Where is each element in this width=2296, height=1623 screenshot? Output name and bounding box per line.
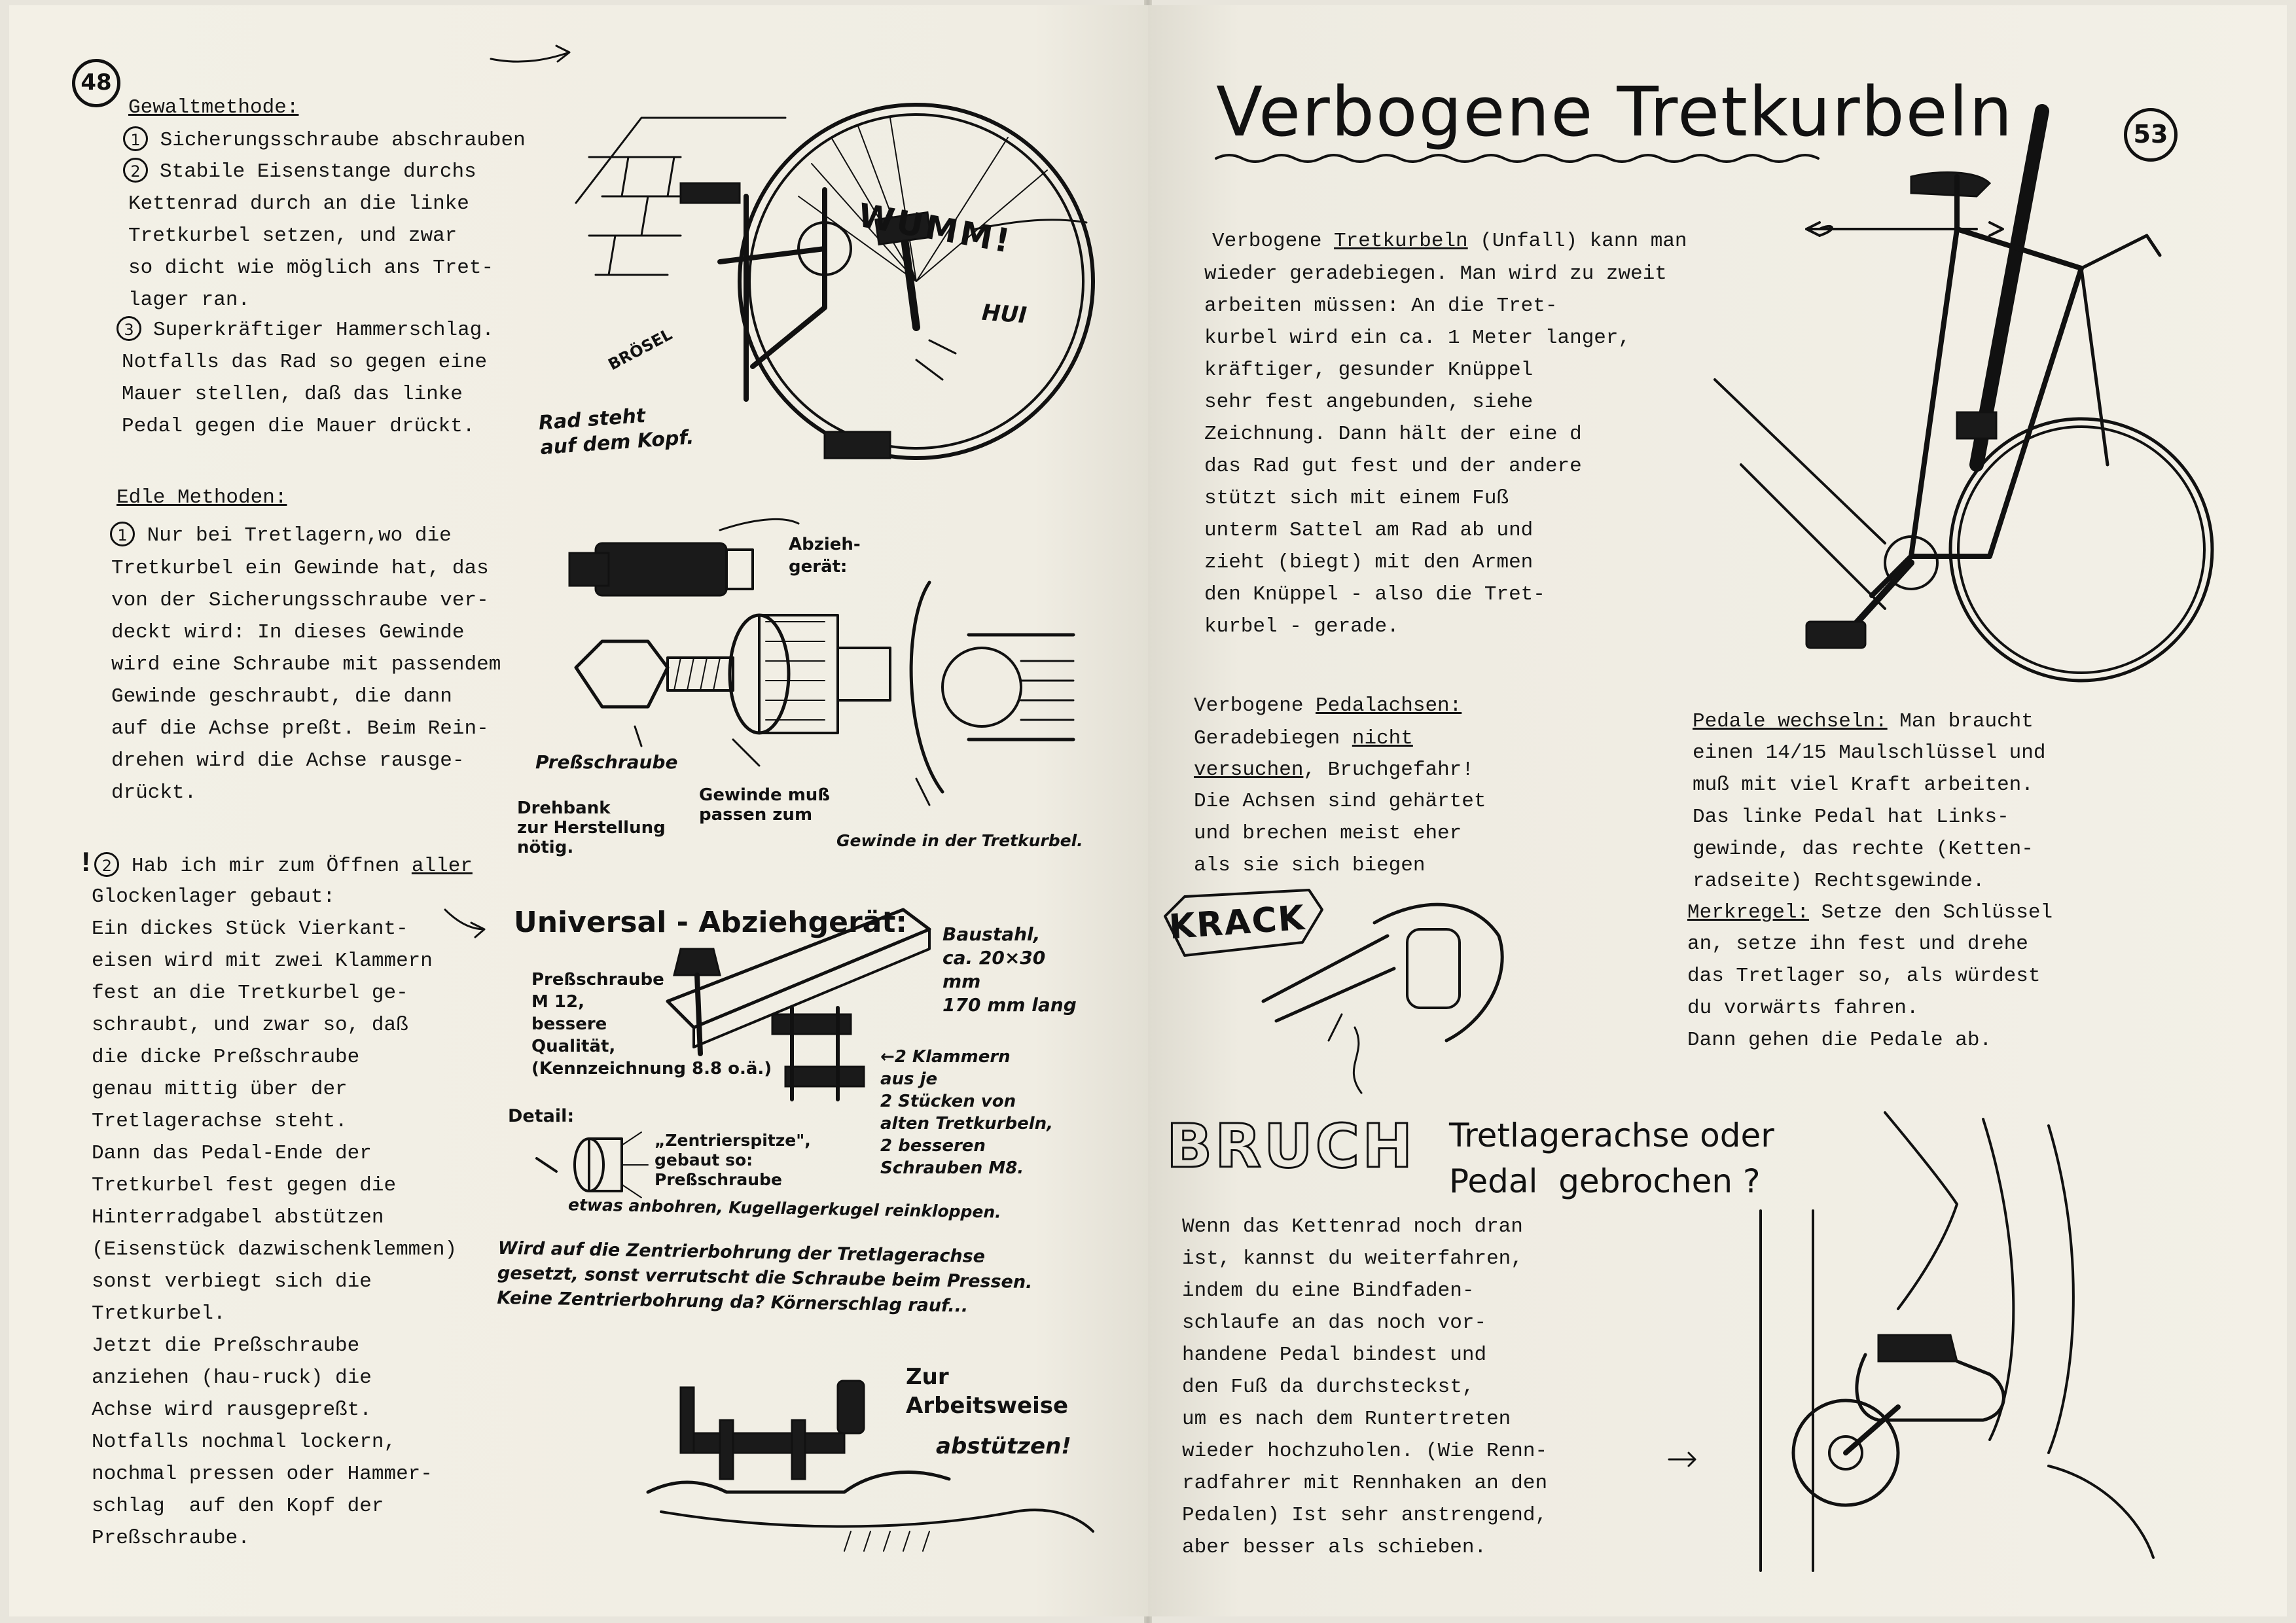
p2-body: Die Achsen sind gehärtet und brechen meist eher als sie sich biegen <box>1194 790 1486 877</box>
detail-label: Detail: <box>508 1106 575 1126</box>
gewalt-step2: Stabile Eisenstange durchs Kettenrad durch an die linke Tretkurbel setzen, und zwar so dicht wie möglich ans Tret- lager ran. <box>128 160 494 312</box>
anbohren-label: etwas anbohren, Kugellagerkugel reinkloppen. <box>567 1195 1001 1222</box>
p3-end: an, setze ihn fest und drehe das Tretlager so, als würdest du vorwärts fahren. Dann gehen die Pedale ab. <box>1687 933 2041 1052</box>
p4-body: Wenn das Kettenrad noch dran ist, kannst du weiterfahren, indem du eine Bindfaden- schlaufe an das noch vor- handene Pedal bindest und den Fuß da durchsteckst, um es nach dem Runtertreten wieder hochzuholen. (Wie Renn- radfahrer mit Rennhaken an den Pedalen) Ist sehr anstrengend, aber besser als schieben. <box>1182 1215 1548 1559</box>
abstuetzen-label: abstützen! <box>936 1433 1071 1459</box>
pressschraube-m12-label: Preßschraube M 12, bessere Qualität, (Kennzeichnung 8.8 o.ä.) <box>531 970 772 1079</box>
drehbank-label: Drehbank zur Herstellung nötig. <box>517 798 666 857</box>
klammern-label: ←2 Klammern aus je 2 Stücken von alten Tretkurbeln, 2 besseren Schrauben M8. <box>880 1047 1054 1178</box>
gewinde-kurbel-label: Gewinde in der Tretkurbel. <box>836 831 1083 850</box>
gewalt-step2-marker: 2 <box>123 156 148 188</box>
p2-line2: Geradebiegen nicht <box>1194 727 1413 750</box>
page-number-left: 48 <box>72 59 120 107</box>
p2-line3: versuchen, Bruchgefahr! <box>1194 758 1474 781</box>
p1-first-line: Verbogene Tretkurbeln (Unfall) kann man <box>1212 230 1687 253</box>
p3-body: einen 14/15 Maulschlüssel und muß mit viel Kraft arbeiten. Das linke Pedal hat Links- gewinde, das rechte (Ketten- radseite) Rechtsgewinde. <box>1693 741 2046 893</box>
rad-steht-label: Rad steht auf dem Kopf. <box>537 404 695 460</box>
step-1-marker: 1 <box>123 126 148 151</box>
p3-merkregel: Merkregel: Setze den Schlüssel <box>1687 901 2053 924</box>
krack-label: KRACK <box>1168 898 1307 948</box>
gewalt-step3: Superkräftiger Hammerschlag. Notfalls das Rad so gegen eine Mauer stellen, daß das linke Pedal gegen die Mauer drückt. <box>122 319 494 438</box>
edle-m2-first: ! 2 Hab ich mir zum Öffnen aller <box>77 847 473 880</box>
p1-body: wieder geradebiegen. Man wird zu zweit arbeiten müssen: An die Tret- kurbel wird ein ca. 1 Meter langer, kräftiger, gesunder Knüppel sehr fest angebunden, siehe Zeichnung. Dann hält der eine d das Rad gut fest und der andere stützt sich mit einem Fuß unterm Sattel am Rad ab und zieht (biegt) mit den Armen den Knüppel - also die Tret- kurbel - gerade. <box>1204 262 1667 638</box>
gewalt-step1: 1 Sicherungsschraube abschrauben <box>123 124 526 156</box>
page-title: Verbogene Tretkurbeln <box>1216 72 2014 152</box>
gewinde-muss-label: Gewinde muß passen zum <box>699 785 831 825</box>
bruch-title: Tretlagerachse oder Pedal gebrochen ? <box>1449 1116 1774 1200</box>
p2-line1: Verbogene Pedalachsen: <box>1194 694 1462 717</box>
wumm-label: WUMM! <box>855 196 1016 261</box>
pressschraube-label: Preßschraube <box>535 751 678 773</box>
sketch-bike-stick <box>1715 98 2173 713</box>
universal-heading: Universal - Abziehgerät: <box>514 906 907 939</box>
zentrierspitze-label: „Zentrierspitze", gebaut so: Preßschraube <box>655 1131 811 1189</box>
abziehgeraet-label: Abzieh- gerät: <box>789 535 861 577</box>
edle-m2-body: Glockenlager gebaut: Ein dickes Stück Vierkant- eisen wird mit zwei Klammern fest an die Tretkurbel ge- schraubt, und zwar so, daß die dicke Preßschraube genau mittig über der Tretlagerachse steht. Dann das Pedal-Ende der Tretkurbel fest gegen die Hinterradgabel abstützen (Eisenstück dazwischenklemmen) sonst verbiegt sich die Tretkurbel. Jetzt die Preßschraube anziehen (hau-ruck) die Achse wird rausgepreßt. Notfalls nochmal lockern, nochmal pressen oder Hammer- schlag auf den Kopf der Preßschraube. <box>92 885 457 1550</box>
baustahl-label: Baustahl, ca. 20×30 mm 170 mm lang <box>942 923 1077 1016</box>
page-number-right: 53 <box>2124 108 2178 162</box>
sketch-foot-pedal <box>1682 1113 2179 1571</box>
broesel-label: BRÖSEL <box>605 325 675 374</box>
zur-arbeitsweise-label: Zur Arbeitsweise <box>906 1364 1069 1419</box>
edle-m1-body: Tretkurbel ein Gewinde hat, das von der Sicherungsschraube ver- deckt wird: In dieses Gewinde wird eine Schraube mit passendem Gewinde geschraubt, die dann auf die Achse preßt. Beim Rein- drehen wird die Achse rausge- drückt. <box>111 557 501 804</box>
gewalt-step3-marker: 3 <box>117 314 141 346</box>
gewalt-heading: Gewaltmethode: <box>128 96 299 119</box>
hui-label: HUI <box>980 299 1028 329</box>
bruch-label: BRUCH <box>1166 1111 1416 1181</box>
p3-line1: Pedale wechseln: Man braucht <box>1693 710 2034 733</box>
sketch-hammer-bike <box>550 92 1113 458</box>
edle-m1-first: 1 Nur bei Tretlagern,wo die <box>110 520 452 552</box>
edle-heading: Edle Methoden: <box>117 486 287 509</box>
wird-auf-label: Wird auf die Zentrierbohrung der Tretlagerachse gesetzt, sonst verrutscht die Schraube beim Pressen. Keine Zentrierbohrung da? Körnerschlag rauf... <box>497 1238 1033 1317</box>
